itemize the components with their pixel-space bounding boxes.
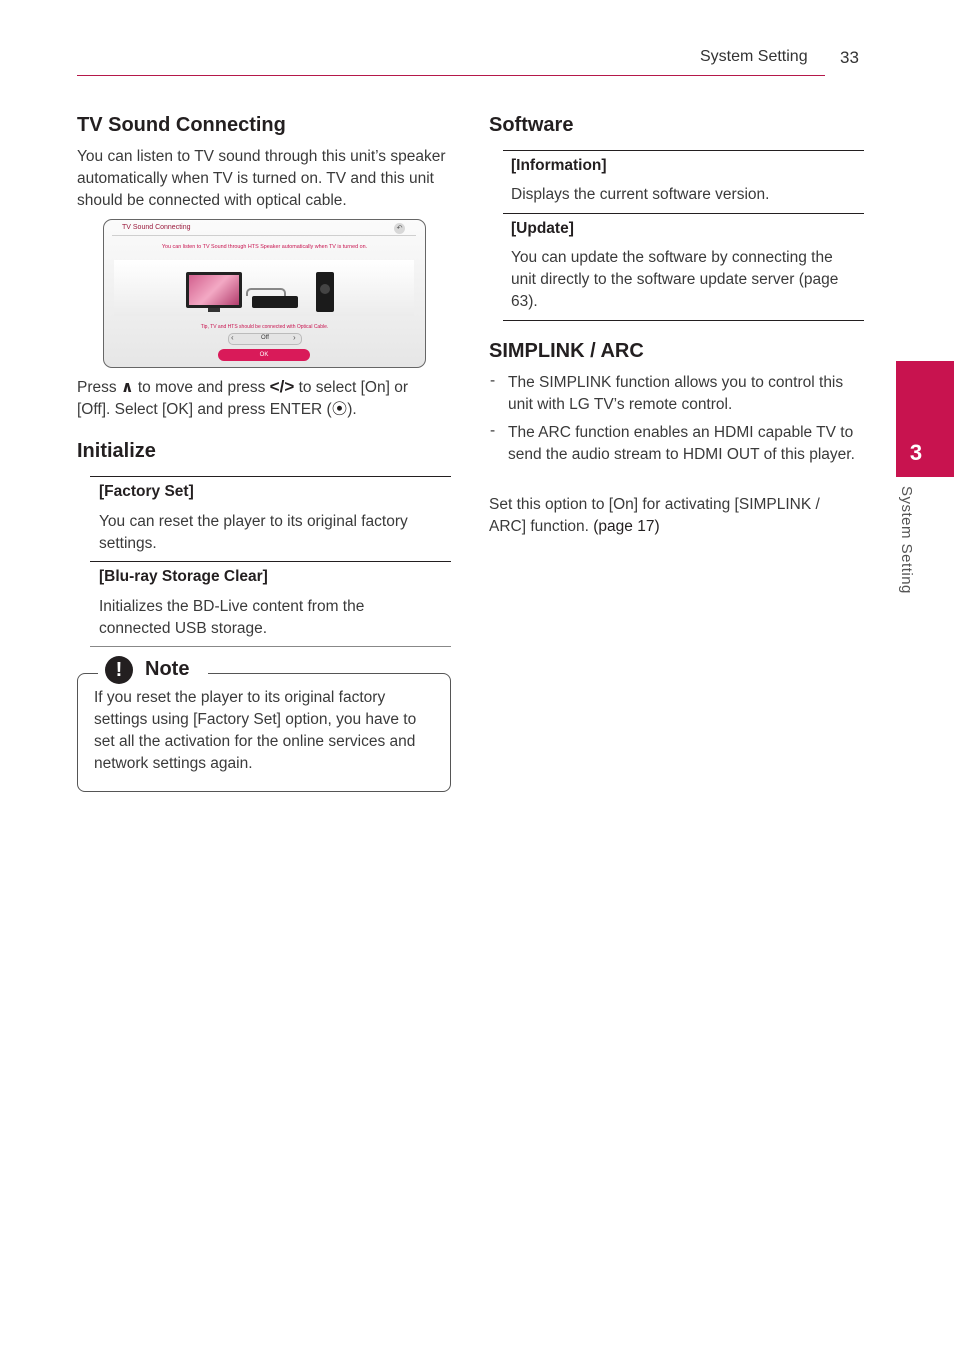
on-off-selector[interactable] — [228, 333, 302, 345]
speaker-icon — [316, 272, 334, 312]
bullet-dash: - — [490, 422, 496, 439]
instr-part-1: Press — [77, 379, 117, 396]
selector-value: Off — [261, 335, 269, 341]
simplink-bullet: The SIMPLINK function allows you to control this unit with LG TV’s remote control. — [508, 374, 844, 413]
software-heading: Software — [489, 114, 574, 136]
simplink-closing — [489, 494, 849, 538]
back-icon: ↶ — [394, 223, 405, 234]
initialize-heading: Initialize — [77, 440, 156, 462]
update-description: You can update the software by connecting the unit directly to the software update server (page 63). — [511, 249, 839, 310]
exclamation-icon: ! — [105, 656, 133, 684]
screen-tip: Tip, TV and HTS should be connected with Optical Cable. — [200, 324, 329, 330]
tv-sound-heading: TV Sound Connecting — [77, 114, 286, 136]
tv-sound-screen — [103, 219, 426, 368]
information-description: Displays the current software version. — [511, 186, 770, 203]
tv-sound-intro: You can listen to TV sound through this unit’s speaker automatically when TV is turned on. TV and this unit should be connected with optical cable. — [77, 148, 446, 209]
divider — [503, 320, 864, 321]
divider — [503, 213, 864, 214]
bluray-storage-clear-description: Initializes the BD-Live content from the connected USB storage. — [99, 598, 365, 637]
simplink-closing-text: Set this option to [On] for activating [SIMPLINK / ARC] function. — [489, 496, 820, 535]
update-term: [Update] — [511, 220, 574, 237]
information-term: [Information] — [511, 157, 607, 174]
player-icon — [252, 296, 298, 308]
bullet-dash: - — [490, 372, 496, 389]
optical-cable-icon — [246, 288, 286, 296]
tv-icon — [186, 272, 242, 308]
screen-title: TV Sound Connecting — [122, 224, 191, 231]
arc-bullet: The ARC function enables an HDMI capable TV to send the audio stream to HDMI OUT of this player. — [508, 424, 855, 463]
screen-message: You can listen to TV Sound through HTS Speaker automatically when TV is turned on. — [161, 244, 368, 250]
chevron-right-icon[interactable]: › — [293, 333, 296, 342]
note-header — [98, 655, 208, 687]
enter-icon: ⦿ — [331, 401, 348, 418]
header-rule — [77, 75, 825, 76]
divider — [90, 646, 451, 647]
note-title: Note — [145, 658, 190, 680]
factory-set-term: [Factory Set] — [99, 483, 194, 500]
divider — [90, 561, 451, 562]
note-text: If you reset the player to its original factory settings using [Factory Set] option, you have to set all the activation for the online services and network settings again. — [94, 689, 417, 772]
page-number: 33 — [840, 48, 859, 67]
ok-button[interactable]: OK — [218, 349, 310, 361]
divider — [503, 150, 864, 151]
chapter-number: 3 — [909, 440, 923, 465]
up-arrow-icon: ∧ — [120, 379, 134, 396]
simplink-heading: SIMPLINK / ARC — [489, 340, 644, 362]
left-right-arrow-icon: </> — [269, 377, 295, 396]
instr-part-4: [Off]. Select [OK] and press ENTER ( — [77, 401, 332, 418]
bluray-storage-clear-term: [Blu-ray Storage Clear] — [99, 568, 268, 585]
divider — [90, 476, 451, 477]
factory-set-description: You can reset the player to its original factory settings. — [99, 513, 408, 552]
instr-part-5: ). — [347, 401, 357, 418]
instr-part-2: to move and press — [137, 379, 266, 396]
chevron-left-icon[interactable]: ‹ — [231, 333, 234, 342]
tv-sound-instruction — [77, 376, 457, 421]
chapter-label: System Setting — [898, 486, 915, 594]
page-17-link[interactable]: (page 17) — [593, 518, 660, 535]
instr-part-3: to select [On] or — [298, 379, 408, 396]
running-header-section: System Setting — [700, 48, 808, 65]
